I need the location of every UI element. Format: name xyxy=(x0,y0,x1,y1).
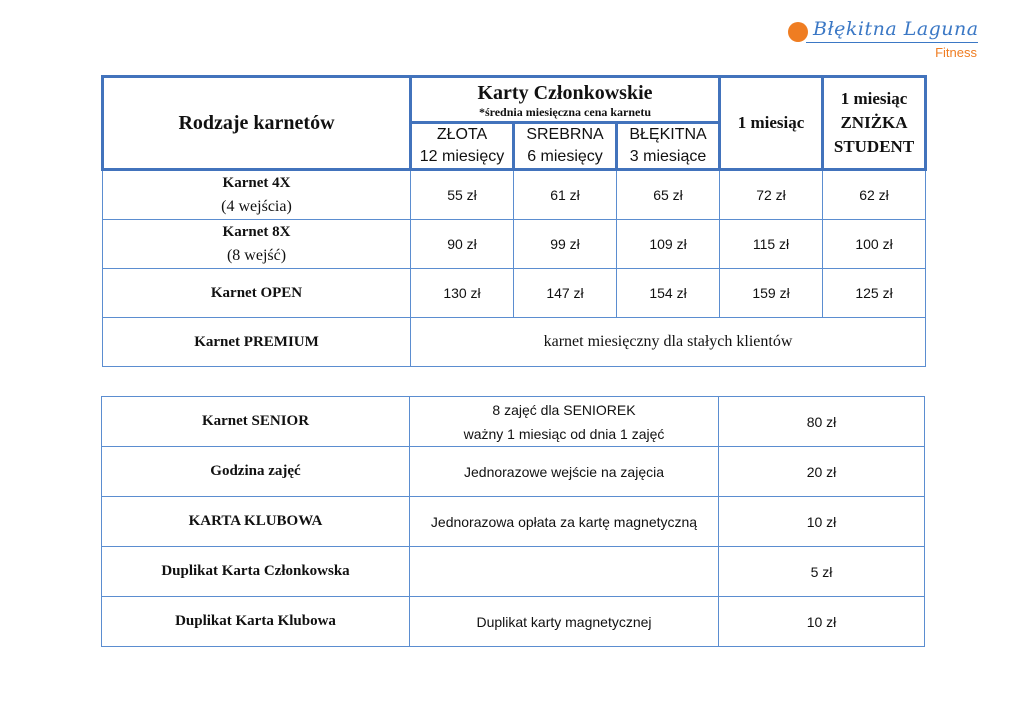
tier-blue-header xyxy=(617,123,720,170)
price-cell: 61 zł xyxy=(514,170,617,220)
premium-note-cell: karnet miesięczny dla stałych klientów xyxy=(411,318,926,367)
table-row xyxy=(102,597,925,647)
price-cell: 65 zł xyxy=(617,170,720,220)
tier-gold-header xyxy=(411,123,514,170)
pass-entries: (8 wejść) xyxy=(226,247,287,264)
table-row xyxy=(102,397,925,447)
fee-description-line: ważny 1 miesiąc od dnia 1 zajęć xyxy=(463,425,665,442)
membership-cards-title: Karty Członkowskie xyxy=(477,81,653,104)
fee-description-cell: Duplikat karty magnetycznej xyxy=(410,597,719,647)
student-header-line-3: STUDENT xyxy=(833,137,915,156)
pass-name-cell: Karnet OPEN xyxy=(103,269,411,318)
fee-name-cell: Duplikat Karta Członkowska xyxy=(102,547,410,597)
tier-duration: 12 miesięcy xyxy=(419,148,505,165)
table-row xyxy=(102,547,925,597)
membership-cards-header xyxy=(411,77,720,123)
fee-price-cell: 20 zł xyxy=(719,447,925,497)
fee-name-cell: Godzina zajęć xyxy=(102,447,410,497)
logo-dot-icon xyxy=(788,22,808,42)
fee-price-cell: 5 zł xyxy=(719,547,925,597)
one-month-header: 1 miesiąc xyxy=(720,77,823,170)
pass-name: Karnet 4X xyxy=(222,175,291,191)
table-row xyxy=(102,447,925,497)
tier-duration: 3 miesiące xyxy=(629,148,707,165)
price-cell: 62 zł xyxy=(823,170,926,220)
header-row-top xyxy=(103,77,926,123)
tier-duration: 6 miesięcy xyxy=(527,148,603,165)
fee-description-cell: Jednorazowa opłata za kartę magnetyczną xyxy=(410,497,719,547)
table-row xyxy=(102,497,925,547)
fee-name-cell: Duplikat Karta Klubowa xyxy=(102,597,410,647)
pass-types-header: Rodzaje karnetów xyxy=(103,77,411,170)
fee-description-line: 8 zajęć dla SENIOREK xyxy=(492,401,636,418)
pass-entries: (4 wejścia) xyxy=(221,198,292,215)
fee-price-cell: 10 zł xyxy=(719,497,925,547)
tier-name: SREBRNA xyxy=(526,126,604,143)
fee-name-cell: Karnet SENIOR xyxy=(102,397,410,447)
fee-description-cell xyxy=(410,397,719,447)
price-cell: 130 zł xyxy=(411,269,514,318)
student-discount-header xyxy=(823,77,926,170)
table-row xyxy=(103,269,926,318)
price-cell: 109 zł xyxy=(617,220,720,269)
price-cell: 99 zł xyxy=(514,220,617,269)
price-cell: 147 zł xyxy=(514,269,617,318)
membership-cards-note: *średnia miesięczna cena karnetu xyxy=(478,104,652,119)
fee-price-cell: 10 zł xyxy=(719,597,925,647)
membership-price-table xyxy=(101,75,927,367)
price-cell: 115 zł xyxy=(720,220,823,269)
logo-underline xyxy=(806,42,978,43)
student-header-line-1: 1 miesiąc xyxy=(840,89,908,108)
pass-name-cell xyxy=(103,170,411,220)
table-row xyxy=(103,318,926,367)
pass-name: Karnet 8X xyxy=(222,224,291,240)
price-cell: 100 zł xyxy=(823,220,926,269)
table-row xyxy=(103,170,926,220)
table-row xyxy=(103,220,926,269)
fee-description-cell xyxy=(410,547,719,597)
price-cell: 72 zł xyxy=(720,170,823,220)
logo-name: Błękitna Laguna xyxy=(813,18,979,40)
brand-logo xyxy=(788,18,983,64)
price-cell: 159 zł xyxy=(720,269,823,318)
student-header-line-2: ZNIŻKA xyxy=(840,113,908,132)
tier-silver-header xyxy=(514,123,617,170)
tier-name: ZŁOTA xyxy=(436,126,488,143)
fee-description-cell: Jednorazowe wejście na zajęcia xyxy=(410,447,719,497)
pass-name-cell xyxy=(103,220,411,269)
price-cell: 125 zł xyxy=(823,269,926,318)
price-cell: 90 zł xyxy=(411,220,514,269)
pass-name-cell: Karnet PREMIUM xyxy=(103,318,411,367)
tier-name: BŁĘKITNA xyxy=(629,126,707,143)
price-cell: 154 zł xyxy=(617,269,720,318)
fee-name-cell: KARTA KLUBOWA xyxy=(102,497,410,547)
fee-price-cell: 80 zł xyxy=(719,397,925,447)
logo-subtitle: Fitness xyxy=(935,45,977,60)
price-cell: 55 zł xyxy=(411,170,514,220)
other-fees-table xyxy=(101,396,925,647)
